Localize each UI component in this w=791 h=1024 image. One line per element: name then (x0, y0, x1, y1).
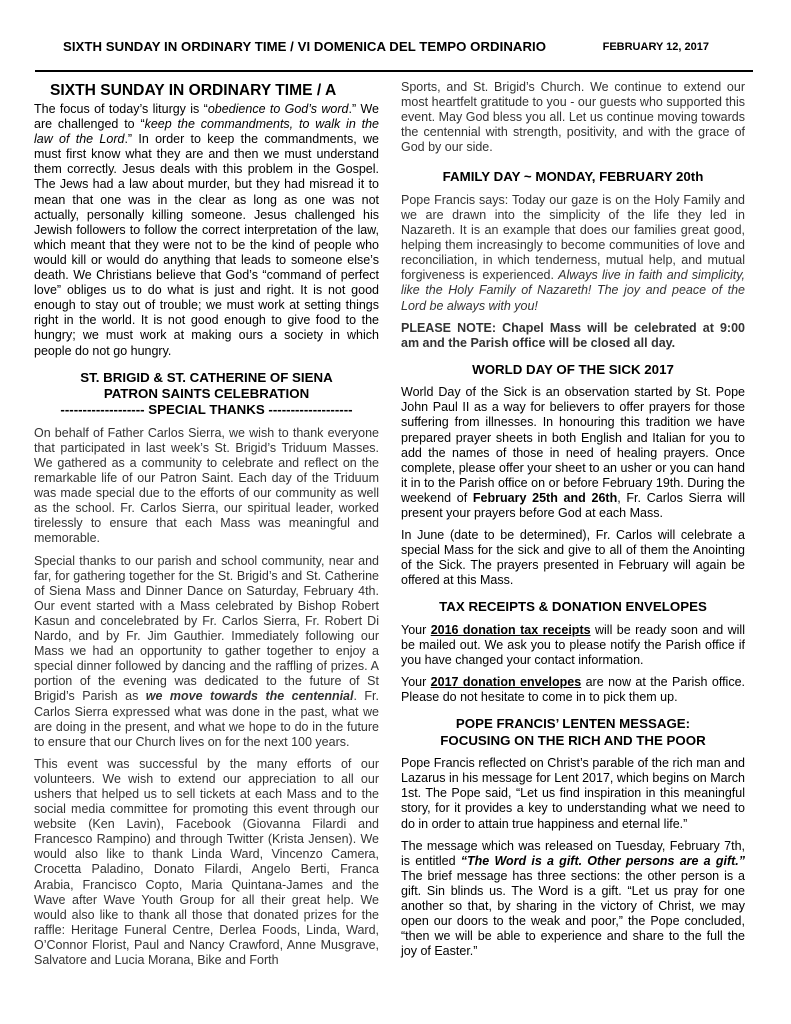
right-column (401, 80, 745, 959)
family-text: Pope Francis says: Today our gaze is on the Holy Family and we are drawn into the simplicity of the life they led in Nazareth. It is an example that does our families great good, helping them increasingly to become communities of love and reconciliation, in which tenderness, mutual help, and mutual forgiveness is experienced. (401, 192, 745, 283)
family-emphasis: Always live in faith and simplicity, like the Holy Family of Nazareth! The joy and peace of the Lord be always with you! (401, 268, 745, 313)
lenten-paragraph-1: Pope Francis reflected on Christ’s parable of the rich man and Lazarus in his message for Lent 2017, which begins on March 1st. The Pope said, “Let us find inspiration in this meaningful story, for it provides a key to understanding what we need to do in order to attain true happiness and eternal life.” (401, 756, 745, 831)
reflection-text-c: .” In order to keep the commandments, we must first know what they are and then we must understand them correctly. Jesus deals with this problem in the Gospel. The Jews had a law about murder, but they had misread it to mean that one was in the clear as long as one was not actually, personally killing someone. Jesus challenged his Jewish followers to follow the correct interpretation of the law, which meant that they were not to be the kind of people who would kill or would do anything that leads to someone else’s death. We Christians believe that God’s “command of perfect love” obliges us to do what is just and right. It is not good enough to stay out of trouble; we must work at setting things right in the world. It is not good enough to give food to the hungry; we must work at making ours a society in which people do not go hungry. (34, 132, 379, 358)
reflection-emphasis-2: keep the commandments, to walk in the law of the Lord (34, 117, 379, 147)
family-note: PLEASE NOTE: Chapel Mass will be celebrated at 9:00 am and the Parish office will be closed all day. (401, 320, 745, 350)
tax-heading: TAX RECEIPTS & DONATION ENVELOPES (439, 599, 707, 615)
tax-receipts-bold: 2016 donation tax receipts (430, 622, 591, 637)
lenten-heading-1: POPE FRANCIS’ LENTEN MESSAGE: (455, 716, 691, 732)
sick-paragraph-2: In June (date to be determined), Fr. Carlos will celebrate a special Mass for the sick and give to all of them the Anointing of the Sick. The prayers presented in February will again be offered at this Mass. (401, 528, 745, 588)
tax-p1-text-a: Your (401, 622, 431, 637)
reflection-text-a: The focus of today’s liturgy is “ (34, 102, 208, 116)
tax-paragraph-1 (401, 623, 745, 668)
patron-paragraph-3-continued: Sports, and St. Brigid’s Church. We continue to extend our most heartfelt gratitude to you - our guests who supported this event. May God bless you all. Let us continue moving towards the centennial with strength, positivity, and with the grace of God by our side. (401, 80, 745, 155)
patron-paragraph-2 (34, 554, 379, 750)
tax-paragraph-2 (401, 675, 745, 705)
patron-paragraph-3: This event was successful by the many efforts of our volunteers. We wish to extend our appreciation to all our ushers that helped us to sell tickets at each Mass and to the social media committee for promoting this event through our website (Ken Lavin), Facebook (Giovanna Filardi and Francesco Rampino) and through Twitter (Krista Jensen). We would also like to thank Linda Ward, Vincenzo Camera, Crocetta Paladino, Donato Filardi, Angelo Berti, Franca Arabia, Francisco Copto, Maria Quintana-James and the Wave after Wave Youth Group for all their great help. We would also like to thank all those that donated prizes for the raffle: Heritage Funeral Centre, Derlea Foods, Linda, Ward, O’Connor Florist, Paul and Nancy Crawford, Anne Musgrave, Salvatore and Lucia Morana, Bike and Forth (34, 756, 379, 967)
patron-p2-emphasis: we move towards the centennial (145, 689, 354, 704)
patron-p2-text-a: Special thanks to our parish and school community, near and far, for gathering together for the St. Brigid’s and St. Catherine of Siena Mass and Dinner Dance on Saturday, February 4th. Our event started with a Mass celebrated by Bishop Robert Kasun and concelebrated by Fr. Carlos Sierra, Fr. Robert Di Nardo, and by Fr. Jim Gauthier. Immediately following our Mass we had an opportunity to gather together to enjoy a special dinner followed by dancing and the raffling of prizes. A portion of the evening was dedicated to the future of St Brigid’s Parish as (34, 553, 379, 704)
family-paragraph (401, 193, 745, 314)
left-column (34, 78, 379, 968)
family-heading: FAMILY DAY ~ MONDAY, FEBRUARY 20th (442, 169, 704, 185)
sick-text-a: World Day of the Sick is an observation started by St. Pope John Paul II as a way for believers to offer prayers for those suffering from illnesses. In honouring this tradition we have prepared prayer sheets in both English and Italian for you to add the names of those in need of healing prayers. Once complete, please offer your sheet to an usher or you can hand it in to the Parish office on or before February 19th. During the weekend of (401, 385, 745, 505)
tax-p1-text-b: will be ready soon and will be mailed out. We ask you to please notify the Parish office if you have changed your contact information. (401, 622, 745, 668)
header-title: SIXTH SUNDAY IN ORDINARY TIME / VI DOMENICA DEL TEMPO ORDINARIO (63, 39, 547, 54)
lenten-paragraph-2 (401, 839, 745, 960)
donation-envelopes-bold: 2017 donation envelopes (430, 675, 582, 690)
lenten-p2-text-a: The message which was released on Tuesday, February 7th, is entitled (401, 838, 745, 868)
sick-bold-dates: February 25th and 26th (472, 490, 618, 505)
sick-paragraph-1 (401, 385, 745, 521)
sick-text-b: , Fr. Carlos Sierra will present your prayers before God at each Mass. (401, 490, 745, 520)
patron-heading-3: ------------------- SPECIAL THANKS ------------------- (60, 402, 353, 418)
tax-p2-text-a: Your (401, 675, 431, 690)
reflection-text-b: .” We are challenged to “ (34, 102, 380, 132)
lenten-heading-2: FOCUSING ON THE RICH AND THE POOR (440, 732, 706, 748)
lenten-title-emphasis: “The Word is a gift. Other persons are a gift.” (460, 853, 745, 868)
patron-p2-text-b: . Fr. Carlos Sierra expressed what was done in the past, what we are doing in the present, and what we hope to do in the future to ensure that our Church lives on for the next 100 years. (34, 689, 380, 749)
tax-p2-text-b: are now at the Parish office. Please do not hesitate to come in to pick them up. (401, 675, 745, 705)
page-header (35, 36, 753, 72)
patron-paragraph-1: On behalf of Father Carlos Sierra, we wish to thank everyone that participated in last week’s St. Brigid’s Triduum Masses. We gathered as a community to celebrate and reflect on the remarkable life of our Patron Saint. Each day of the Triduum was made special due to the efforts of our community as well as the school. Fr. Carlos Sierra, our spiritual leader, worked tirelessly to ensure that each Mass was meaningful and memorable. (34, 425, 379, 546)
sick-heading: WORLD DAY OF THE SICK 2017 (472, 361, 674, 377)
patron-heading-1: ST. BRIGID & ST. CATHERINE OF SIENA (80, 369, 333, 385)
header-date: FEBRUARY 12, 2017 (602, 41, 709, 53)
reflection-heading: SIXTH SUNDAY IN ORDINARY TIME / A (50, 82, 337, 99)
patron-heading-2: PATRON SAINTS CELEBRATION (103, 386, 310, 401)
lenten-p2-text-b: The brief message has three sections: the other person is a gift. Sin blinds us. The Word is a gift. “Let us pray for one another so that, by sharing in the victory of Christ, we may open our doors to the weak and poor,” the Pope concluded, “then we will be able to experience and share to the full the joy of Easter.” (401, 868, 745, 959)
reflection-paragraph (34, 102, 379, 359)
reflection-emphasis-1: obedience to God’s word (207, 102, 349, 116)
